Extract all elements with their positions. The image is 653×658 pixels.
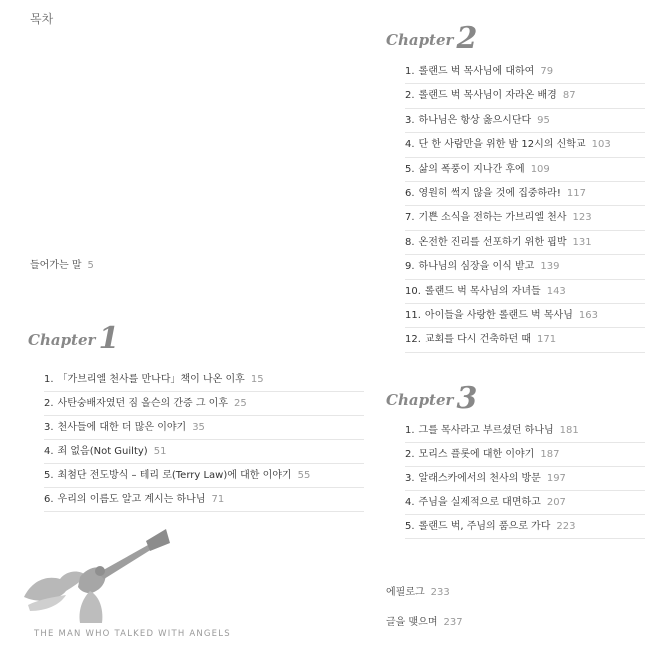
toc-item[interactable] [405, 255, 645, 279]
toc-item[interactable] [44, 392, 364, 416]
item-page: 197 [546, 473, 566, 484]
intro-label: 들어가는 말 [30, 260, 82, 271]
closing-entry[interactable] [386, 613, 463, 628]
item-title: 천사들에 대한 더 많은 이야기 [57, 422, 187, 433]
toc-item[interactable] [405, 231, 645, 255]
intro-entry[interactable] [30, 256, 94, 271]
item-number: 11. [405, 309, 421, 321]
item-number: 3. [405, 473, 415, 484]
toc-item[interactable] [405, 182, 645, 206]
item-title: 「가브리엘 천사를 만나다」책이 나온 이후 [57, 374, 245, 385]
item-number: 6. [405, 187, 415, 199]
item-title: 최첨단 전도방식 – 테리 로(Terry Law)에 대한 이야기 [57, 470, 292, 481]
item-title: 롤랜드 벅 목사님이 자라온 배경 [418, 90, 557, 102]
chapter-3-list [405, 419, 645, 539]
item-number: 2. [44, 398, 54, 409]
item-page: 103 [591, 139, 611, 151]
toc-item[interactable] [44, 440, 364, 464]
item-page: 35 [192, 422, 205, 433]
item-number: 4. [44, 446, 54, 457]
item-title: 하나님은 항상 옳으시단다 [418, 114, 532, 126]
item-page: 143 [546, 285, 566, 297]
item-number: 10. [405, 285, 421, 297]
item-page: 139 [540, 261, 560, 273]
item-number: 2. [405, 449, 415, 460]
item-page: 187 [540, 449, 560, 460]
item-number: 3. [405, 114, 415, 126]
item-title: 기쁜 소식을 전하는 가브리엘 천사 [418, 212, 567, 224]
item-title: 죄 없음(Not Guilty) [57, 446, 148, 457]
toc-item[interactable] [405, 515, 645, 539]
closing-page: 237 [443, 617, 463, 628]
toc-item[interactable] [405, 109, 645, 133]
item-page: 79 [540, 66, 554, 77]
chapter-1-heading [28, 318, 120, 356]
item-number: 3. [44, 422, 54, 433]
item-number: 9. [405, 261, 415, 273]
item-title: 하나님의 심장을 이식 받고 [418, 261, 535, 273]
item-title: 교회를 다시 건축하던 때 [424, 334, 532, 346]
angel-trumpet-illustration [20, 525, 190, 625]
item-title: 모리스 플롯에 대한 이야기 [418, 449, 535, 460]
chapter-1-list [44, 368, 364, 512]
toc-item[interactable] [405, 443, 645, 467]
item-title: 우리의 이름도 알고 계시는 하나님 [57, 494, 206, 505]
chapter-word: Chapter [28, 331, 96, 349]
epilogue-entry[interactable] [386, 583, 450, 598]
item-number: 4. [405, 139, 415, 151]
chapter-3-heading [386, 378, 478, 416]
chapter-number: 3 [456, 381, 478, 416]
item-page: 55 [297, 470, 311, 481]
item-title: 영원히 썩지 않을 것에 집중하라! [418, 187, 561, 199]
item-number: 8. [405, 236, 415, 248]
item-number: 5. [44, 470, 54, 481]
item-title: 주님을 실제적으로 대면하고 [418, 497, 541, 508]
toc-item[interactable] [405, 467, 645, 491]
toc-item[interactable] [405, 304, 645, 328]
chapter-2-heading [386, 18, 478, 56]
item-title: 온전한 진리를 선포하기 위한 핍박 [418, 236, 567, 248]
toc-item[interactable] [405, 60, 645, 84]
item-number: 5. [405, 163, 415, 175]
chapter-word: Chapter [386, 391, 454, 409]
toc-item[interactable] [405, 328, 645, 352]
item-number: 5. [405, 521, 415, 532]
toc-title: 목차 [30, 12, 54, 26]
item-page: 95 [537, 114, 550, 126]
toc-item[interactable] [405, 84, 645, 108]
item-page: 51 [153, 446, 167, 457]
intro-page: 5 [87, 260, 94, 271]
toc-item[interactable] [405, 280, 645, 304]
item-page: 15 [250, 374, 264, 385]
item-page: 181 [559, 425, 579, 436]
toc-item[interactable] [44, 368, 364, 392]
toc-item[interactable] [405, 491, 645, 515]
item-title: 단 한 사람만을 위한 밤 12시의 신학교 [418, 139, 586, 151]
epilogue-page: 233 [430, 587, 450, 598]
chapter-word: Chapter [386, 31, 454, 49]
toc-item[interactable] [44, 416, 364, 440]
item-number: 6. [44, 494, 54, 505]
item-title: 롤랜드 벅 목사님에 대하여 [418, 66, 535, 77]
toc-item[interactable] [405, 158, 645, 182]
chapter-number: 1 [98, 321, 120, 356]
item-page: 207 [546, 497, 566, 508]
item-page: 223 [556, 521, 576, 532]
item-title: 롤랜드 벅 목사님의 자녀들 [424, 285, 541, 297]
item-title: 사탄숭배자였던 짐 올슨의 간증 그 이후 [57, 398, 229, 409]
closing-label: 글을 맺으며 [386, 617, 438, 628]
toc-item[interactable] [405, 206, 645, 230]
item-number: 4. [405, 497, 415, 508]
epilogue-label: 에필로그 [386, 587, 425, 598]
item-page: 123 [572, 212, 592, 224]
item-title: 삶의 폭풍이 지나간 후에 [418, 163, 525, 175]
item-page: 71 [211, 494, 225, 505]
chapter-2-list [405, 60, 645, 353]
item-title: 롤랜드 벅, 주님의 품으로 가다 [418, 521, 551, 532]
item-number: 2. [405, 90, 415, 102]
item-number: 12. [405, 334, 421, 346]
item-title: 알래스카에서의 천사의 방문 [418, 473, 541, 484]
item-number: 1. [405, 66, 415, 77]
item-page: 163 [578, 309, 598, 321]
item-number: 1. [44, 374, 54, 385]
item-page: 171 [537, 334, 557, 346]
item-page: 87 [562, 90, 576, 102]
toc-item[interactable] [44, 488, 364, 512]
toc-item[interactable] [405, 419, 645, 443]
book-caption: THE MAN WHO TALKED WITH ANGELS [34, 629, 231, 639]
item-page: 117 [566, 187, 586, 199]
item-page: 109 [530, 163, 550, 175]
item-number: 1. [405, 425, 415, 436]
item-page: 25 [234, 398, 247, 409]
item-title: 그를 목사라고 부르셨던 하나님 [418, 425, 554, 436]
chapter-number: 2 [456, 21, 478, 56]
toc-item[interactable] [405, 133, 645, 157]
toc-item[interactable] [44, 464, 364, 488]
item-title: 아이들을 사랑한 롤랜드 벅 목사님 [424, 309, 573, 321]
item-page: 131 [572, 236, 592, 248]
item-number: 7. [405, 212, 415, 224]
